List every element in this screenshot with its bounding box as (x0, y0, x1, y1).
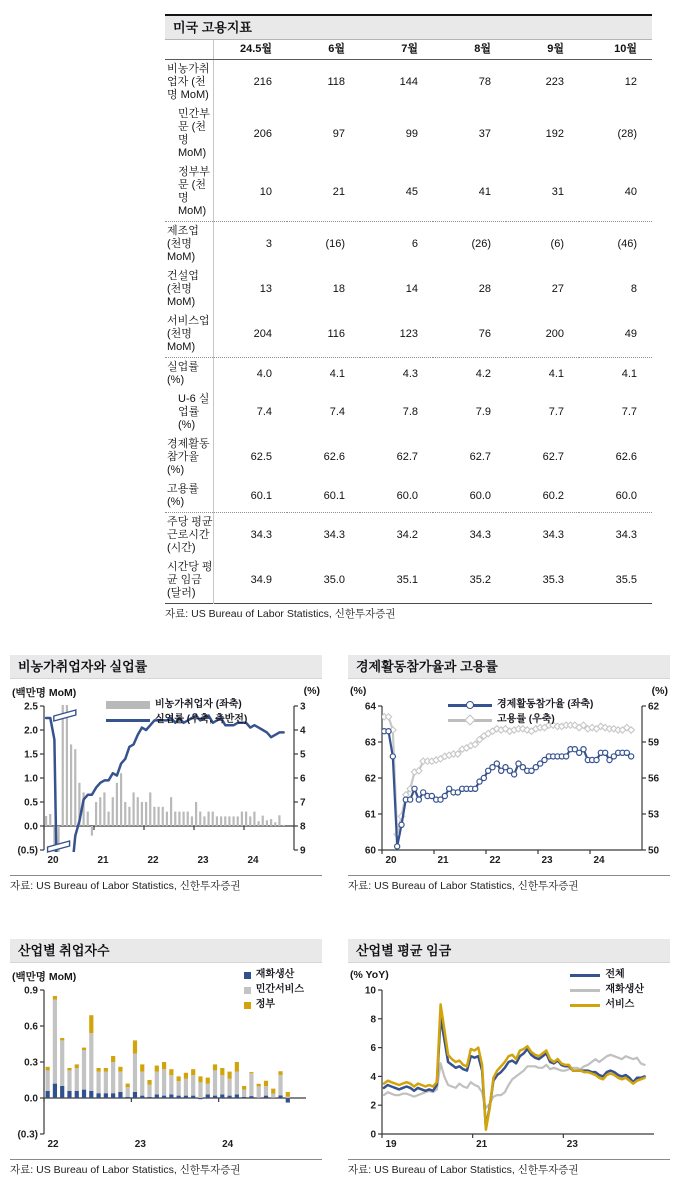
cell-value: 34.3 (506, 513, 579, 559)
square-swatch (244, 972, 251, 979)
svg-text:19: 19 (385, 1139, 397, 1150)
chart-block-wages-by-industry (348, 939, 670, 1177)
row-label: 비농가취업자 (천명 MoM) (165, 60, 214, 106)
svg-text:6: 6 (300, 774, 306, 785)
legend-label: 재화생산 (605, 983, 644, 997)
square-swatch (244, 1002, 251, 1009)
svg-text:8: 8 (300, 822, 306, 833)
table-row (165, 513, 652, 559)
cell-value: 60.2 (506, 480, 579, 513)
svg-text:2.5: 2.5 (24, 702, 38, 713)
cell-value: 37 (433, 105, 506, 163)
row-label: 시간당 평균 임금 (달러) (165, 558, 214, 604)
svg-text:20: 20 (385, 855, 397, 866)
line-swatch (570, 989, 600, 992)
svg-text:0.3: 0.3 (24, 1058, 38, 1069)
svg-text:4: 4 (300, 726, 306, 737)
cell-value: 116 (287, 312, 360, 358)
svg-text:22: 22 (47, 1139, 59, 1150)
column-header: 9월 (506, 40, 579, 60)
legend-label: 경제활동참가율 (좌축) (497, 698, 593, 712)
axis-units (348, 679, 670, 700)
table-header-row (165, 40, 652, 60)
svg-text:2: 2 (370, 1101, 376, 1112)
svg-text:9: 9 (300, 846, 306, 857)
svg-text:(0.3): (0.3) (17, 1130, 38, 1141)
cell-value: 13 (214, 267, 288, 312)
legend-item (244, 968, 304, 982)
cell-value: 7.4 (287, 390, 360, 435)
axis-units (10, 679, 322, 700)
svg-text:59: 59 (648, 738, 660, 749)
row-label: 정부부문 (천명 MoM) (165, 163, 214, 222)
cell-value: (46) (579, 222, 652, 268)
table-row (165, 558, 652, 604)
right-axis-unit: (%) (652, 685, 668, 700)
row-label: 고용률 (%) (165, 480, 214, 513)
cell-value: 204 (214, 312, 288, 358)
cell-value: 31 (506, 163, 579, 222)
svg-text:6: 6 (370, 1043, 376, 1054)
cell-value: 4.2 (433, 358, 506, 391)
legend-label: 실업률 (우축, 축반전) (155, 713, 247, 727)
report-page (0, 14, 690, 857)
svg-text:0: 0 (370, 1130, 376, 1141)
legend-item (244, 983, 304, 997)
cell-value: 40 (579, 163, 652, 222)
chart-legend (448, 698, 593, 728)
cell-value: 35.2 (433, 558, 506, 604)
cell-value: 7.4 (214, 390, 288, 435)
line-circle-swatch (448, 704, 492, 707)
cell-value: 7.7 (579, 390, 652, 435)
row-label: 서비스업 (천명 MoM) (165, 312, 214, 358)
cell-value: 45 (360, 163, 433, 222)
legend-label: 비농가취업자 (좌축) (155, 698, 242, 712)
column-header: 24.5월 (214, 40, 288, 60)
svg-text:24: 24 (593, 855, 605, 866)
cell-value: 49 (579, 312, 652, 358)
svg-text:63: 63 (365, 738, 377, 749)
chart-block-payrolls-unemployment (10, 655, 322, 893)
svg-text:56: 56 (648, 774, 660, 785)
cell-value: 4.1 (287, 358, 360, 391)
legend-item (448, 698, 593, 712)
svg-text:21: 21 (476, 1139, 488, 1150)
svg-text:7: 7 (300, 798, 306, 809)
chart-body (10, 679, 322, 873)
line-swatch (106, 719, 150, 722)
column-header: 8월 (433, 40, 506, 60)
cell-value: 60.1 (214, 480, 288, 513)
table-row (165, 105, 652, 163)
table-row (165, 60, 652, 106)
svg-text:22: 22 (489, 855, 501, 866)
cell-value: 7.8 (360, 390, 433, 435)
cell-value: 35.0 (287, 558, 360, 604)
chart-body (10, 963, 322, 1157)
line-swatch (570, 1004, 600, 1007)
charts-row-top (10, 655, 680, 893)
legend-item (570, 983, 644, 997)
cell-value: 3 (214, 222, 288, 268)
cell-value: (28) (579, 105, 652, 163)
left-axis-unit: (% YoY) (350, 969, 389, 984)
line-diamond-swatch (448, 719, 492, 722)
cell-value: 118 (287, 60, 360, 106)
svg-text:1.0: 1.0 (24, 774, 38, 785)
svg-text:60: 60 (365, 846, 377, 857)
cell-value: 34.3 (287, 513, 360, 559)
svg-text:21: 21 (437, 855, 449, 866)
employment-table-section (165, 14, 652, 621)
cell-value: 35.5 (579, 558, 652, 604)
chart-title: 산업별 평균 임금 (348, 939, 670, 963)
row-label: 건설업 (천명 MoM) (165, 267, 214, 312)
svg-text:22: 22 (147, 855, 159, 866)
svg-text:53: 53 (648, 810, 660, 821)
cell-value: 99 (360, 105, 433, 163)
cell-value: 7.7 (506, 390, 579, 435)
row-label: 주당 평균 근로시간 (시간) (165, 513, 214, 559)
cell-value: 97 (287, 105, 360, 163)
cell-value: 34.2 (360, 513, 433, 559)
svg-text:24: 24 (222, 1139, 234, 1150)
cell-value: 60.0 (579, 480, 652, 513)
cell-value: 27 (506, 267, 579, 312)
cell-value: 35.3 (506, 558, 579, 604)
table-body (165, 60, 652, 604)
cell-value: 123 (360, 312, 433, 358)
column-header: 7월 (360, 40, 433, 60)
row-label: 실업률 (%) (165, 358, 214, 391)
cell-value: 21 (287, 163, 360, 222)
row-label: 제조업 (천명 MoM) (165, 222, 214, 268)
chart-title: 비농가취업자와 실업률 (10, 655, 322, 679)
legend-label: 서비스 (605, 998, 634, 1012)
cell-value: 10 (214, 163, 288, 222)
cell-value: 4.1 (506, 358, 579, 391)
chart-source: 자료: US Bureau of Labor Statistics, 신한투자증권 (348, 1159, 670, 1177)
svg-text:23: 23 (197, 855, 209, 866)
right-axis-unit: (%) (304, 685, 320, 700)
svg-text:0.9: 0.9 (24, 986, 38, 997)
table-row (165, 435, 652, 480)
chart-body (348, 679, 670, 873)
cell-value: 34.3 (214, 513, 288, 559)
line-swatch (570, 974, 600, 977)
cell-value: 6 (360, 222, 433, 268)
chart-legend (106, 698, 247, 728)
svg-text:1.5: 1.5 (24, 750, 38, 761)
table-title: 미국 고용지표 (165, 14, 652, 40)
left-axis-unit: (백만명 MoM) (12, 685, 76, 700)
cell-value: 206 (214, 105, 288, 163)
svg-text:0.5: 0.5 (24, 798, 38, 809)
cell-value: 62.7 (506, 435, 579, 480)
table-row (165, 222, 652, 268)
table-row (165, 480, 652, 513)
svg-text:23: 23 (541, 855, 553, 866)
legend-item (570, 998, 644, 1012)
cell-value: 200 (506, 312, 579, 358)
cell-value: 62.6 (579, 435, 652, 480)
svg-text:64: 64 (365, 702, 377, 713)
diamond-marker-icon (464, 714, 475, 725)
cell-value: 192 (506, 105, 579, 163)
svg-text:62: 62 (365, 774, 377, 785)
legend-item (448, 713, 593, 727)
chart-source: 자료: US Bureau of Labor Statistics, 신한투자증권 (10, 1159, 322, 1177)
cell-value: 34.3 (579, 513, 652, 559)
header-empty-cell (165, 40, 214, 60)
bar-swatch (106, 701, 150, 709)
cell-value: 8 (579, 267, 652, 312)
cell-value: 62.6 (287, 435, 360, 480)
chart-title: 산업별 취업자수 (10, 939, 322, 963)
chart-block-jobs-by-industry (10, 939, 322, 1177)
cell-value: 34.3 (433, 513, 506, 559)
table-row (165, 312, 652, 358)
svg-text:24: 24 (247, 855, 259, 866)
legend-item (244, 998, 304, 1012)
square-swatch (244, 987, 251, 994)
cell-value: 62.7 (360, 435, 433, 480)
svg-text:61: 61 (365, 810, 377, 821)
svg-text:0.6: 0.6 (24, 1022, 38, 1033)
svg-text:2.0: 2.0 (24, 726, 38, 737)
cell-value: 7.9 (433, 390, 506, 435)
cell-value: 28 (433, 267, 506, 312)
cell-value: 62.7 (433, 435, 506, 480)
cell-value: 4.3 (360, 358, 433, 391)
left-axis-unit: (%) (350, 685, 366, 700)
cell-value: 62.5 (214, 435, 288, 480)
row-label: 경제활동 참가율 (%) (165, 435, 214, 480)
legend-item (106, 698, 247, 712)
chart-legend (244, 968, 304, 1013)
legend-item (570, 968, 644, 982)
svg-text:0.0: 0.0 (24, 822, 38, 833)
employment-indicators-table (165, 40, 652, 604)
table-row (165, 390, 652, 435)
legend-label: 고용률 (우축) (497, 713, 555, 727)
legend-label: 전체 (605, 968, 624, 982)
cell-value: (26) (433, 222, 506, 268)
svg-text:3: 3 (300, 702, 306, 713)
legend-label: 정부 (256, 998, 275, 1012)
row-label: U-6 실업률 (%) (165, 390, 214, 435)
svg-text:0.0: 0.0 (24, 1094, 38, 1105)
legend-label: 민간서비스 (256, 983, 304, 997)
chart-source: 자료: US Bureau of Labor Statistics, 신한투자증권 (348, 875, 670, 893)
cell-value: 223 (506, 60, 579, 106)
cell-value: 14 (360, 267, 433, 312)
charts-row-bottom (10, 939, 680, 1177)
chart-legend (570, 968, 644, 1013)
svg-text:21: 21 (97, 855, 109, 866)
svg-text:5: 5 (300, 750, 306, 761)
row-label: 민간부문 (천명 MoM) (165, 105, 214, 163)
chart-title: 경제활동참가율과 고용률 (348, 655, 670, 679)
svg-text:10: 10 (365, 986, 377, 997)
cell-value: (6) (506, 222, 579, 268)
column-header: 10월 (579, 40, 652, 60)
svg-text:(0.5): (0.5) (17, 846, 38, 857)
left-axis-unit: (백만명 MoM) (12, 969, 76, 984)
svg-text:23: 23 (567, 1139, 579, 1150)
cell-value: 76 (433, 312, 506, 358)
cell-value: 60.1 (287, 480, 360, 513)
table-header (165, 40, 652, 60)
legend-label: 재화생산 (256, 968, 295, 982)
cell-value: 144 (360, 60, 433, 106)
legend-item (106, 713, 247, 727)
cell-value: 4.1 (579, 358, 652, 391)
svg-text:8: 8 (370, 1014, 376, 1025)
cell-value: (16) (287, 222, 360, 268)
cell-value: 78 (433, 60, 506, 106)
chart-source: 자료: US Bureau of Labor Statistics, 신한투자증권 (10, 875, 322, 893)
cell-value: 60.0 (360, 480, 433, 513)
cell-value: 34.9 (214, 558, 288, 604)
cell-value: 216 (214, 60, 288, 106)
svg-text:23: 23 (135, 1139, 147, 1150)
cell-value: 60.0 (433, 480, 506, 513)
cell-value: 4.0 (214, 358, 288, 391)
chart-body (348, 963, 670, 1157)
cell-value: 35.1 (360, 558, 433, 604)
circle-marker-icon (466, 701, 474, 709)
svg-text:50: 50 (648, 846, 660, 857)
cell-value: 41 (433, 163, 506, 222)
svg-text:20: 20 (47, 855, 59, 866)
table-row (165, 358, 652, 391)
cell-value: 12 (579, 60, 652, 106)
table-source: 자료: US Bureau of Labor Statistics, 신한투자증권 (165, 608, 652, 621)
chart-block-participation-employment (348, 655, 670, 893)
table-row (165, 163, 652, 222)
column-header: 6월 (287, 40, 360, 60)
cell-value: 18 (287, 267, 360, 312)
svg-text:62: 62 (648, 702, 660, 713)
svg-text:4: 4 (370, 1072, 376, 1083)
table-row (165, 267, 652, 312)
